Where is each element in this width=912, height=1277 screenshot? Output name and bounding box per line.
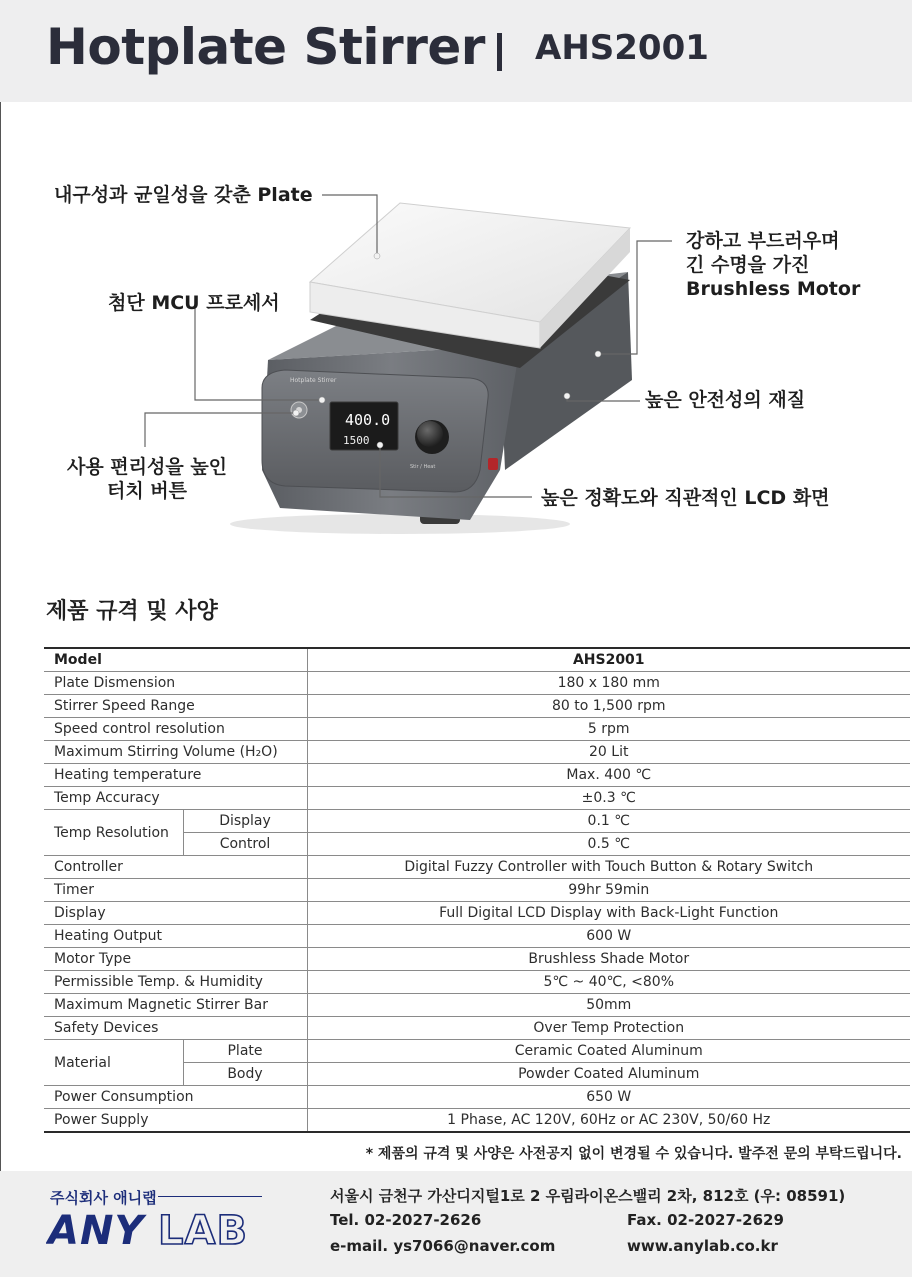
spec-group-label: Temp Resolution (44, 810, 183, 856)
spec-label: Power Consumption (44, 1086, 307, 1109)
callout-material: 높은 안전성의 재질 (645, 389, 806, 411)
table-row (44, 672, 910, 695)
spec-sub-label: Control (183, 833, 307, 856)
spec-sub-label: Body (183, 1063, 307, 1086)
spec-label: Permissible Temp. & Humidity (44, 971, 307, 994)
leader-dot-mcu (319, 397, 325, 403)
table-row (44, 994, 910, 1017)
table-row (44, 695, 910, 718)
spec-value: 99hr 59min (307, 879, 910, 902)
power-switch[interactable] (488, 458, 498, 470)
device-shadow (230, 514, 570, 534)
spec-value: Ceramic Coated Aluminum (307, 1040, 910, 1063)
table-row (44, 971, 910, 994)
table-row (44, 1040, 910, 1063)
spec-value: 5℃ ~ 40℃, <80% (307, 971, 910, 994)
knob-label: Stir / Heat (410, 464, 436, 470)
lcd-temp-readout: 400.0 (345, 411, 391, 429)
table-row (44, 810, 910, 833)
spec-value: Over Temp Protection (307, 1017, 910, 1040)
page-title: Hotplate Stirrer (46, 18, 485, 76)
spec-label: Maximum Stirring Volume (H₂O) (44, 741, 307, 764)
spec-label: Display (44, 902, 307, 925)
anylab-logo (46, 1206, 266, 1250)
table-row (44, 787, 910, 810)
table-row (44, 948, 910, 971)
device-brand-text: Hotplate Stirrer (290, 377, 337, 384)
spec-value: 180 x 180 mm (307, 672, 910, 695)
callout-touch (52, 455, 242, 503)
callout-motor-line1: 강하고 부드러우며 (686, 230, 840, 252)
company-address: 서울시 금천구 가산디지털1로 2 우림라이온스밸리 2차, 812호 (우: 08591) (330, 1187, 846, 1205)
spec-value: 80 to 1,500 rpm (307, 695, 910, 718)
spec-value: 1 Phase, AC 120V, 60Hz or AC 230V, 50/60 Hz (307, 1109, 910, 1133)
spec-value: ±0.3 ℃ (307, 787, 910, 810)
rotary-knob[interactable] (417, 421, 443, 447)
table-row (44, 741, 910, 764)
spec-value: 5 rpm (307, 718, 910, 741)
spec-value: 650 W (307, 1086, 910, 1109)
logo-text-lab: LAB (158, 1208, 248, 1250)
table-row (44, 1086, 910, 1109)
spec-label: Plate Dismension (44, 672, 307, 695)
spec-label: Power Supply (44, 1109, 307, 1133)
table-row (44, 925, 910, 948)
company-underline (158, 1196, 262, 1197)
company-email[interactable]: e-mail. ys7066@naver.com (330, 1237, 556, 1255)
table-row (44, 718, 910, 741)
spec-label: Heating temperature (44, 764, 307, 787)
company-fax: Fax. 02-2027-2629 (627, 1211, 784, 1229)
spec-value: AHS2001 (307, 648, 910, 672)
leader-dot-material (564, 393, 570, 399)
spec-value: 0.1 ℃ (307, 810, 910, 833)
table-row (44, 648, 910, 672)
callout-plate: 내구성과 균일성을 갖춘 Plate (54, 184, 313, 206)
spec-table (44, 647, 910, 1133)
spec-label: Heating Output (44, 925, 307, 948)
leader-dot-touch (293, 410, 299, 416)
spec-value: Digital Fuzzy Controller with Touch Button & Rotary Switch (307, 856, 910, 879)
spec-value: 0.5 ℃ (307, 833, 910, 856)
callout-touch-line1: 사용 편리성을 높인 (66, 456, 228, 478)
spec-value: Max. 400 ℃ (307, 764, 910, 787)
leader-dot-plate (374, 253, 380, 259)
spec-value: 600 W (307, 925, 910, 948)
spec-value: Full Digital LCD Display with Back-Light Function (307, 902, 910, 925)
spec-group-label: Material (44, 1040, 183, 1086)
spec-label: Motor Type (44, 948, 307, 971)
table-row (44, 764, 910, 787)
spec-value: Powder Coated Aluminum (307, 1063, 910, 1086)
spec-label: Maximum Magnetic Stirrer Bar (44, 994, 307, 1017)
spec-sub-label: Plate (183, 1040, 307, 1063)
table-row (44, 879, 910, 902)
spec-value: Brushless Shade Motor (307, 948, 910, 971)
callout-mcu: 첨단 MCU 프로세서 (108, 292, 280, 314)
callout-lcd: 높은 정확도와 직관적인 LCD 화면 (541, 487, 830, 509)
callout-motor-line3: Brushless Motor (686, 278, 861, 300)
spec-label: Temp Accuracy (44, 787, 307, 810)
callout-motor-line2: 긴 수명을 가진 (686, 254, 810, 276)
spec-label: Speed control resolution (44, 718, 307, 741)
callout-motor (686, 229, 860, 301)
spec-label: Model (44, 648, 307, 672)
model-name: AHS2001 (535, 28, 709, 68)
company-name: 주식회사 애니랩 (50, 1189, 157, 1207)
company-website[interactable]: www.anylab.co.kr (627, 1237, 778, 1255)
spec-label: Controller (44, 856, 307, 879)
callout-touch-line2: 터치 버튼 (106, 480, 188, 502)
spec-label: Timer (44, 879, 307, 902)
lcd-speed-readout: 1500 (343, 434, 370, 447)
table-row (44, 902, 910, 925)
table-row (44, 856, 910, 879)
spec-sub-label: Display (183, 810, 307, 833)
company-tel: Tel. 02-2027-2626 (330, 1211, 482, 1229)
leader-dot-lcd (377, 442, 383, 448)
table-row (44, 1017, 910, 1040)
spec-note: * 제품의 규격 및 사양은 사전공지 없이 변경될 수 있습니다. 발주전 문의 부탁드립니다. (365, 1146, 902, 1162)
spec-value: 50mm (307, 994, 910, 1017)
table-row (44, 1109, 910, 1133)
spec-value: 20 Lit (307, 741, 910, 764)
spec-label: Stirrer Speed Range (44, 695, 307, 718)
spec-section-title: 제품 규격 및 사양 (46, 599, 218, 624)
leader-dot-motor (595, 351, 601, 357)
spec-label: Safety Devices (44, 1017, 307, 1040)
logo-text-any: ANY (48, 1208, 145, 1250)
